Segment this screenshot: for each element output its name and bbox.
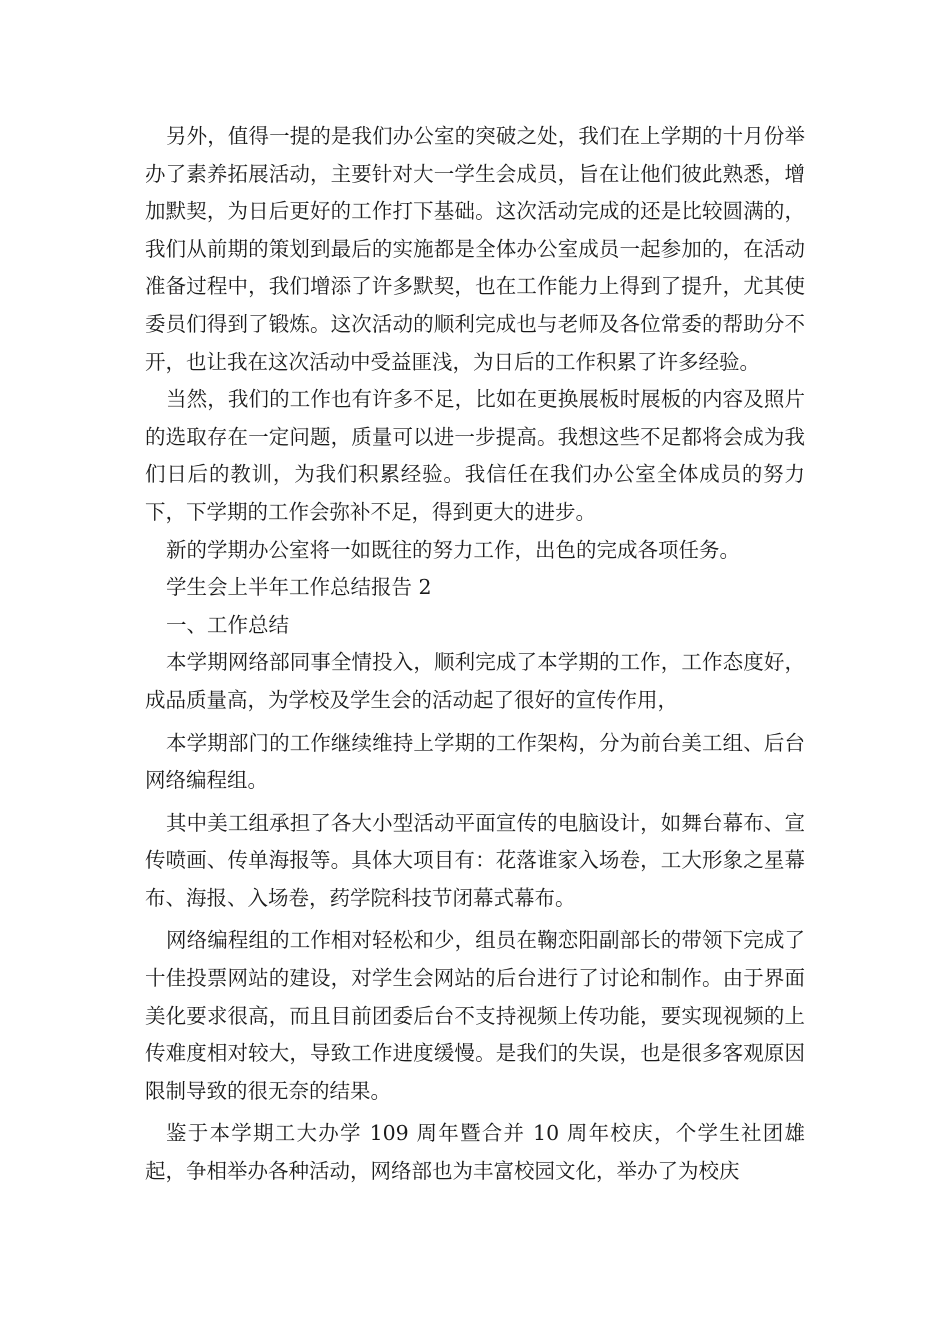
- paragraph-new-semester: 新的学期办公室将一如既往的努力工作，出色的完成各项任务。: [166, 537, 740, 562]
- paragraph-anniversary: 鉴于本学期工大办学 109 周年暨合并 10 周年校庆，个学生社团雄起，争相举办各种活动，网络部也为丰富校园文化，举办了为校庆: [145, 1121, 805, 1184]
- paragraph-office-breakthrough: 另外，值得一提的是我们办公室的突破之处，我们在上学期的十月份举办了素养拓展活动，主要针对大一学生会成员，旨在让他们彼此熟悉，增加默契，为日后更好的工作打下基础。这次活动完成的还是比较圆满的，我们从前期的策划到最后的实施都是全体办公室成员一起参加的，在活动准备过程中，我们增添了许多默契，也在工作能力上得到了提升，尤其使委员们得到了锻炼。这次活动的顺利完成也与老师及各位常委的帮助分不开，也让我在这次活动中受益匪浅，为日后的工作积累了许多经验。: [145, 124, 805, 374]
- paragraph-programming-group: 网络编程组的工作相对轻松和少，组员在鞠恋阳副部长的带领下完成了十佳投票网站的建设，对学生会网站的后台进行了讨论和制作。由于界面美化要求很高，而且目前团委后台不支持视频上传功能，要实现视频的上传难度相对较大，导致工作进度缓慢。是我们的失误，也是很多客观原因限制导致的很无奈的结果。: [145, 928, 805, 1103]
- paragraph-shortcomings: 当然，我们的工作也有许多不足，比如在更换展板时展板的内容及照片的选取存在一定问题，质量可以进一步提高。我想这些不足都将会成为我们日后的教训，为我们积累经验。我信任在我们办公室全体成员的努力下，下学期的工作会弥补不足，得到更大的进步。: [145, 387, 805, 524]
- section-heading-work-summary: 一、工作总结: [166, 612, 289, 637]
- paragraph-network-dept-summary: 本学期网络部同事全情投入，顺利完成了本学期的工作，工作态度好，成品质量高，为学校及学生会的活动起了很好的宣传作用，: [145, 650, 805, 712]
- paragraph-art-group: 其中美工组承担了各大小型活动平面宣传的电脑设计，如舞台幕布、宣传喷画、传单海报等。具体大项目有：花落谁家入场卷，工大形象之星幕布、海报、入场卷，药学院科技节闭幕式幕布。: [145, 810, 805, 910]
- report-title: 学生会上半年工作总结报告 2: [166, 575, 432, 600]
- document-body: [145, 118, 805, 1191]
- paragraph-dept-structure: 本学期部门的工作继续维持上学期的工作架构，分为前台美工组、后台网络编程组。: [145, 730, 805, 793]
